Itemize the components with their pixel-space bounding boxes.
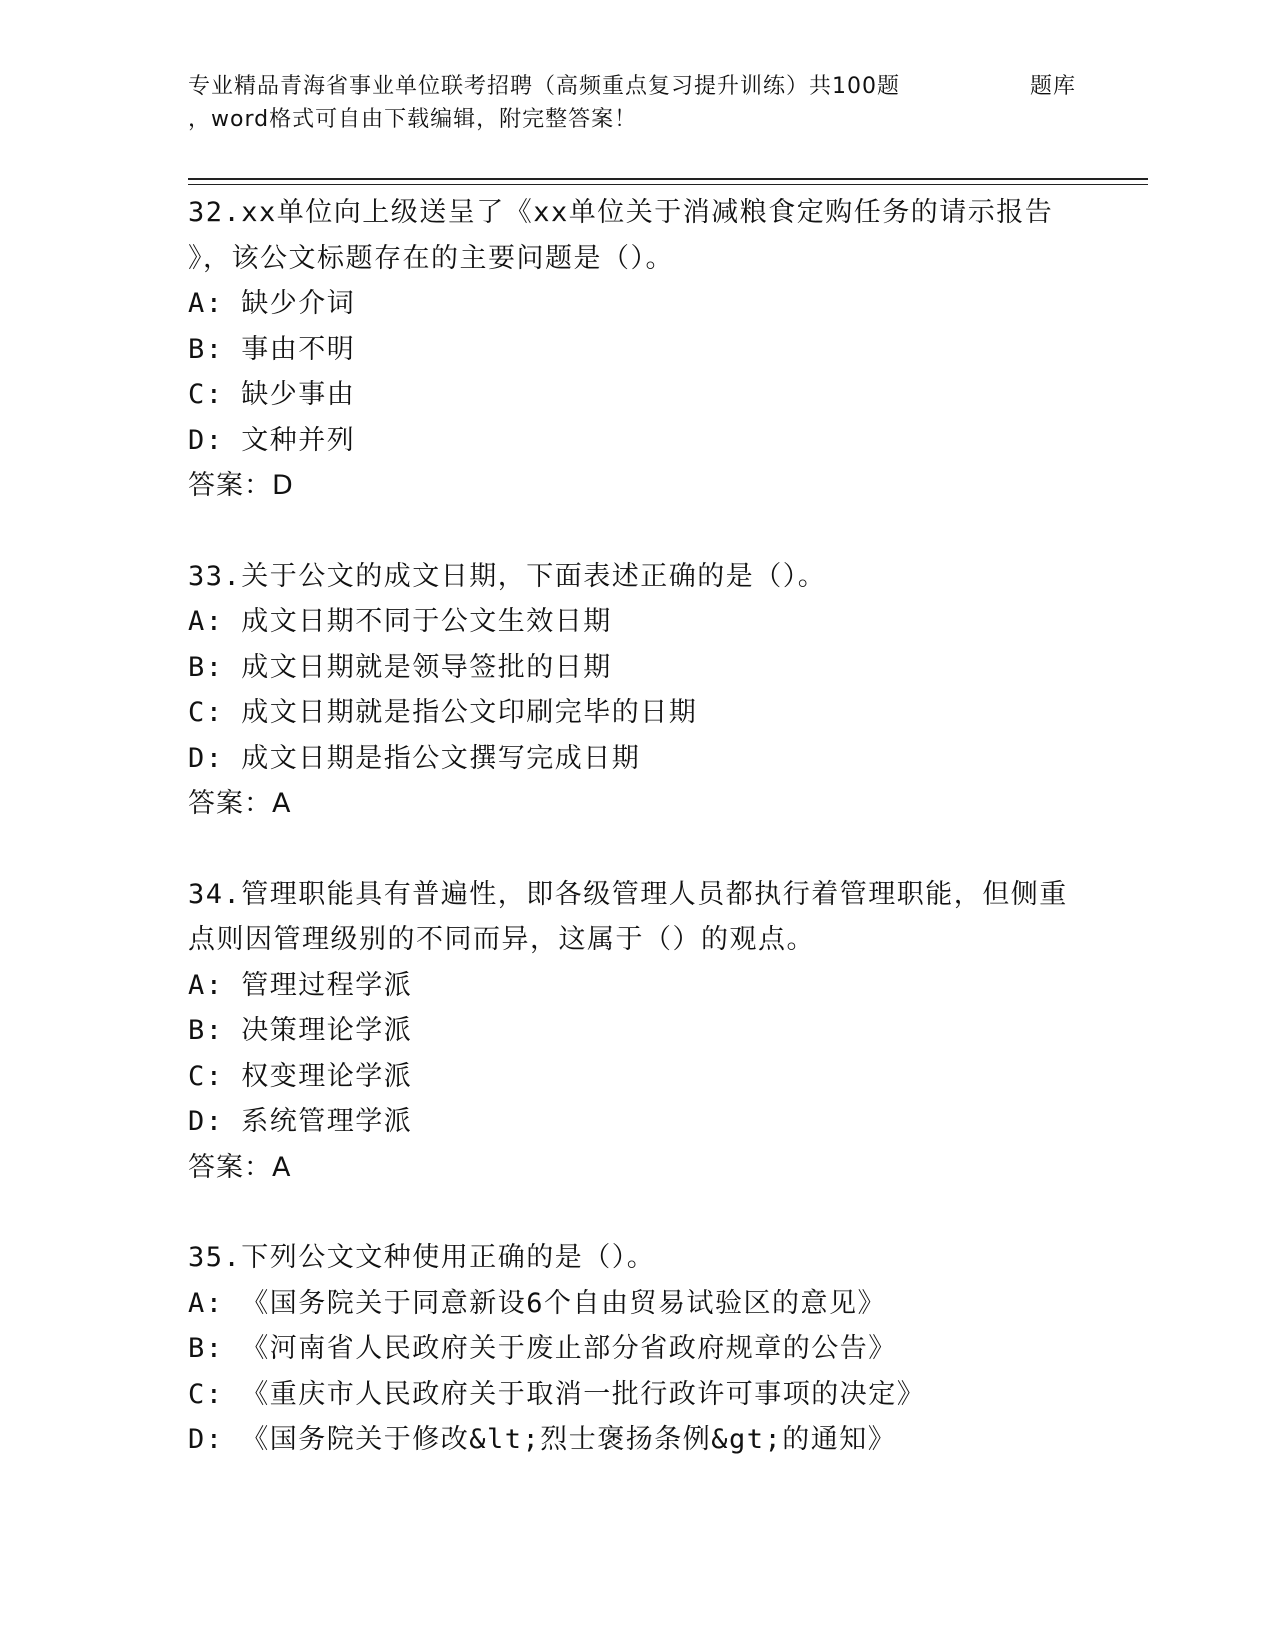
question-stem — [188, 1235, 1088, 1281]
header-line-1 — [188, 70, 1088, 103]
question-stem — [188, 190, 1088, 281]
question-stem-line: 》，该公文标题存在的主要问题是（）。 — [188, 242, 674, 274]
question-stem-line: 34.管理职能具有普遍性，即各级管理人员都执行着管理职能，但侧重 — [188, 878, 1068, 910]
option-d: D: 文种并列 — [188, 424, 356, 456]
option-a: A: 缺少介词 — [188, 288, 356, 319]
header-rule-thick — [188, 178, 1148, 180]
option-a: A: 管理过程学派 — [188, 969, 413, 1001]
option-b: B: 决策理论学派 — [188, 1015, 413, 1046]
option-d: D: 系统管理学派 — [188, 1106, 413, 1137]
answer: 答案：A — [188, 788, 292, 819]
question-stem — [188, 872, 1088, 963]
question-34 — [188, 872, 1088, 1191]
option-b: B: 事由不明 — [188, 333, 356, 365]
option-c: C: 成文日期就是指公文印刷完毕的日期 — [188, 697, 698, 728]
answer: 答案：A — [188, 1151, 292, 1183]
option-c: C: 缺少事由 — [188, 379, 356, 410]
question-stem-line: 35.下列公文文种使用正确的是（）。 — [188, 1242, 656, 1273]
option-d: D: 成文日期是指公文撰写完成日期 — [188, 742, 641, 774]
option-c: C: 《重庆市人民政府关于取消一批行政许可事项的决定》 — [188, 1378, 926, 1410]
question-stem-line: 32.xx单位向上级送呈了《xx单位关于消减粮食定购任务的请示报告 — [188, 197, 1054, 228]
option-c: C: 权变理论学派 — [188, 1060, 413, 1092]
answer: 答案：D — [188, 470, 294, 501]
option-a: A: 《国务院关于同意新设6个自由贸易试验区的意见》 — [188, 1287, 887, 1319]
question-stem-line: 33.关于公文的成文日期，下面表述正确的是（）。 — [188, 560, 827, 592]
option-b: B: 成文日期就是领导签批的日期 — [188, 651, 612, 683]
option-d: D: 《国务院关于修改&lt;烈士褒扬条例&gt;的通知》 — [188, 1424, 897, 1455]
question-stem — [188, 554, 1088, 600]
question-35 — [188, 1235, 1088, 1463]
header-line-2: ，word格式可自由下载编辑，附完整答案！ — [188, 107, 638, 132]
option-b: B: 《河南省人民政府关于废止部分省政府规章的公告》 — [188, 1333, 897, 1364]
page-header — [188, 70, 1088, 136]
header-title: 专业精品青海省事业单位联考招聘（高频重点复习提升训练）共100题 — [188, 74, 900, 99]
question-33 — [188, 554, 1088, 827]
question-stem-line: 点则因管理级别的不同而异，这属于（）的观点。 — [188, 924, 815, 955]
header-rule-thin — [188, 184, 1148, 185]
option-a: A: 成文日期不同于公文生效日期 — [188, 606, 612, 637]
question-list — [188, 190, 1088, 1508]
question-32 — [188, 190, 1088, 509]
header-right-label: 题库 — [1030, 74, 1077, 99]
